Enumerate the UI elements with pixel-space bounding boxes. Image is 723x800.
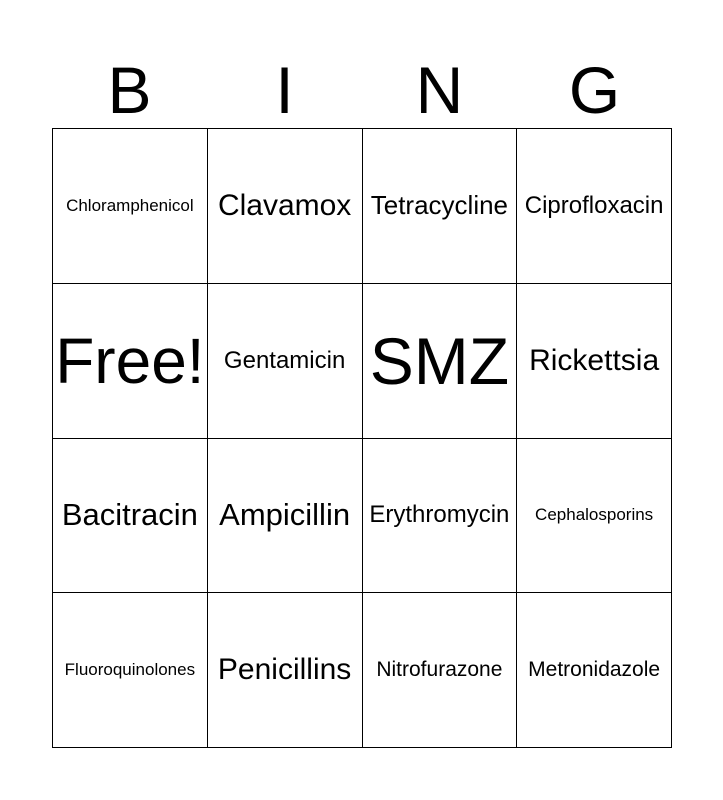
bingo-cell[interactable] — [517, 439, 672, 594]
free-space-label: Free! — [55, 324, 205, 397]
bingo-board — [52, 128, 672, 748]
cell-label: Metronidazole — [528, 658, 661, 682]
bingo-cell[interactable] — [517, 129, 672, 284]
bingo-cell[interactable] — [363, 593, 518, 748]
bingo-cell[interactable] — [363, 439, 518, 594]
header-letter-b: B — [107, 53, 152, 127]
cell-label: Erythromycin — [369, 501, 510, 529]
cell-label: Cephalosporins — [535, 505, 654, 525]
header-letter-i: I — [275, 53, 294, 127]
header-letter-g: G — [568, 53, 621, 127]
cell-label: Fluoroquinolones — [64, 660, 196, 680]
cell-label: Clavamox — [217, 188, 352, 222]
header-letter-n: N — [415, 53, 464, 127]
cell-label: Ampicillin — [219, 497, 351, 533]
bingo-cell[interactable] — [363, 129, 518, 284]
cell-label: Tetracycline — [370, 190, 509, 221]
bingo-cell[interactable] — [208, 593, 363, 748]
bingo-cell[interactable] — [53, 439, 208, 594]
cell-label: Gentamicin — [223, 346, 346, 374]
cell-label: Rickettsia — [529, 343, 660, 377]
free-space-cell[interactable] — [53, 284, 208, 439]
bingo-header — [52, 52, 672, 128]
cell-label: Chloramphenicol — [66, 195, 194, 215]
bingo-cell[interactable] — [363, 284, 518, 439]
cell-label: Penicillins — [217, 653, 352, 687]
bingo-cell[interactable] — [53, 593, 208, 748]
bingo-cell[interactable] — [53, 129, 208, 284]
bingo-cell[interactable] — [517, 593, 672, 748]
bingo-cell[interactable] — [517, 284, 672, 439]
cell-label: Nitrofurazone — [376, 658, 503, 682]
cell-label: Bacitracin — [61, 497, 198, 533]
bingo-cell[interactable] — [208, 284, 363, 439]
cell-label: SMZ — [369, 323, 510, 398]
cell-label: Ciprofloxacin — [524, 191, 664, 219]
bingo-cell[interactable] — [208, 129, 363, 284]
bingo-cell[interactable] — [208, 439, 363, 594]
